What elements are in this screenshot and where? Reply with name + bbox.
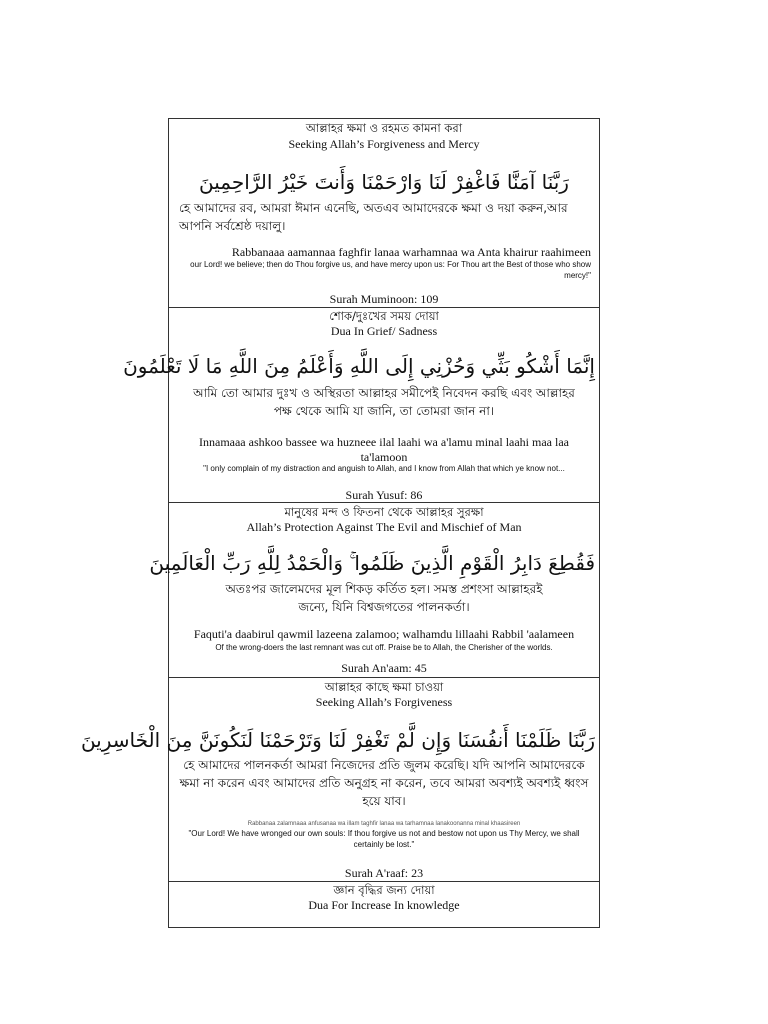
english-meaning: "Our Lord! We have wronged our own souls: If thou forgive us not and bestow not upon us Thy Mercy, we shall certainly be lost." bbox=[188, 829, 580, 849]
english-title: Dua For Increase In knowledge bbox=[308, 898, 460, 912]
bengali-translation: অতঃপর জালেমদের মূল শিকড় কর্তিত হল। সমস্ত প্রশংসা আল্লাহরই জন্যে, যিনি বিশ্বজগতের পালনকর্তা। bbox=[225, 582, 543, 614]
bengali-translation: হে আমাদের পালনকর্তা আমরা নিজেদের প্রতি জুলম করেছি। যদি আপনি আমাদেরকে ক্ষমা না করেন এবং আমাদের প্রতি অনুগ্রহ না করেন, তবে আমরা অবশ্যই অবশ্যই ধ্বংস হয়ে যাব। bbox=[179, 758, 589, 808]
dua-table bbox=[80, 118, 600, 928]
bengali-title: জ্ঞান বৃদ্ধির জন্য দোয়া bbox=[333, 883, 435, 897]
surah-reference: Surah Muminoon: 109 bbox=[329, 292, 439, 306]
bengali-translation: আমি তো আমার দুঃখ ও অস্থিরতা আল্লাহর সমীপেই নিবেদন করছি এবং আল্লাহর পক্ষ থেকে আমি যা জানি, তা তোমরা জান না। bbox=[193, 386, 575, 418]
dua-section-forgiveness-mercy bbox=[169, 119, 599, 307]
english-title: Seeking Allah’s Forgiveness bbox=[315, 695, 453, 709]
english-meaning: Of the wrong-doers the last remnant was cut off. Praise be to Allah, the Cherisher of the worlds. bbox=[215, 643, 553, 652]
arabic-verse: إِنَّمَا أَشْكُو بَثِّي وَحُزْنِي إِلَى اللَّهِ وَأَعْلَمُ مِنَ اللَّهِ مَا لَا تَعْلَمُونَ bbox=[123, 354, 595, 378]
dua-section-knowledge bbox=[169, 882, 599, 928]
dua-section-grief bbox=[123, 308, 599, 502]
transliteration: Rabbanaaa aamannaa faghfir lanaa warhamnaa wa Anta khairur raahimeen bbox=[231, 245, 591, 259]
arabic-verse: رَبَّنَا آمَنَّا فَاغْفِرْ لَنَا وَارْحَمْنَا وَأَنتَ خَيْرُ الرَّاحِمِينَ bbox=[199, 170, 569, 194]
bengali-translation: হে আমাদের রব, আমরা ঈমান এনেছি, অতএব আমাদেরকে ক্ষমা ও দয়া করুন,আর আপনি সর্বশ্রেষ্ঠ দয়ালু। bbox=[179, 201, 568, 233]
arabic-verse: فَقُطِعَ دَابِرُ الْقَوْمِ الَّذِينَ ظَلَمُوا ۚ وَالْحَمْدُ لِلَّهِ رَبِّ الْعَالَمِينَ bbox=[149, 551, 595, 575]
arabic-verse: رَبَّنَا ظَلَمْنَا أَنفُسَنَا وَإِن لَّمْ تَغْفِرْ لَنَا وَتَرْحَمْنَا لَنَكُونَنَّ مِنَ الْخَاسِرِينَ bbox=[80, 728, 595, 752]
english-title: Seeking Allah’s Forgiveness and Mercy bbox=[288, 137, 480, 151]
bengali-title: শোক/দুঃখের সময় দোয়া bbox=[329, 309, 439, 323]
transliteration: Innamaaa ashkoo bassee wa huzneee ilal laahi wa a'lamu minal laahi maa laa ta'lamoon bbox=[199, 435, 569, 464]
dua-section-protection bbox=[149, 503, 599, 677]
english-title: Allah’s Protection Against The Evil and Mischief of Man bbox=[246, 520, 522, 534]
bengali-title: আল্লাহর ক্ষমা ও রহমত কামনা করা bbox=[305, 121, 463, 135]
transliteration: Rabbanaa zalamnaaa anfusanaa wa illam taghfir lanaa wa tarhamnaa lanakoonanna minal khaasireen bbox=[247, 821, 521, 827]
bengali-title: মানুষের মন্দ ও ফিতনা থেকে আল্লাহর সুরক্ষা bbox=[284, 505, 484, 519]
bengali-title: আল্লাহর কাছে ক্ষমা চাওয়া bbox=[324, 680, 444, 694]
english-title: Dua In Grief/ Sadness bbox=[330, 324, 438, 338]
surah-reference: Surah Yusuf: 86 bbox=[345, 488, 423, 502]
english-meaning: "I only complain of my distraction and anguish to Allah, and I know from Allah that which ye know not... bbox=[203, 464, 565, 473]
surah-reference: Surah A'raaf: 23 bbox=[344, 866, 424, 880]
dua-section-seeking-forgiveness bbox=[80, 678, 599, 881]
surah-reference: Surah An'aam: 45 bbox=[341, 661, 427, 675]
english-meaning: our Lord! we believe; then do Thou forgive us, and have mercy upon us: For Thou art the Best of those who show mercy!" bbox=[190, 260, 591, 280]
transliteration: Faquti'a daabirul qawmil lazeena zalamoo; walhamdu lillaahi Rabbil 'aalameen bbox=[193, 627, 575, 641]
